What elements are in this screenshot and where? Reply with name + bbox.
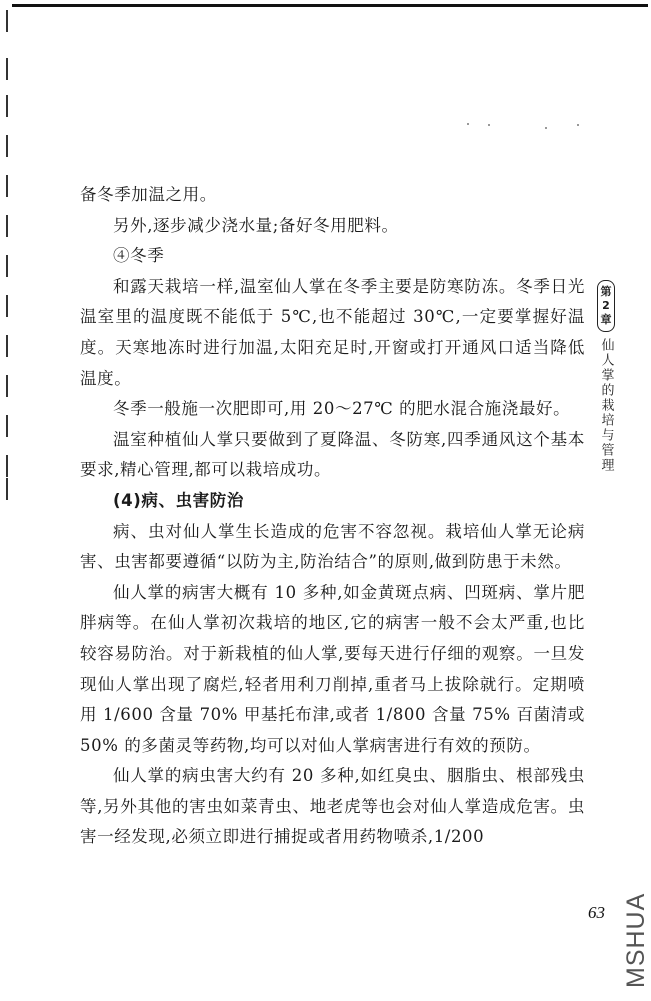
paragraph: 温室种植仙人掌只要做到了夏降温、冬防寒,四季通风这个基本要求,精心管理,都可以栽培成功。: [80, 429, 585, 480]
paragraph: 仙人掌的病虫害大约有 20 多种,如红臭虫、胭脂虫、根部残虫等,另外其他的害虫如菜青虫、地老虎等也会对仙人掌造成危害。虫害一经发现,必须立即进行捕捉或者用药物喷杀,1/200: [80, 766, 585, 847]
chapter-badge-number: 2: [602, 299, 610, 312]
binding-mark: [6, 175, 8, 197]
scan-speck: [545, 127, 547, 129]
chapter-badge-char: 第: [600, 285, 612, 298]
scan-speck: [488, 124, 490, 126]
binding-mark: [6, 375, 8, 397]
body-text: [80, 180, 585, 853]
page-number: 63: [588, 903, 605, 922]
paragraph: 冬季一般施一次肥即可,用 20～27℃ 的肥水混合施浇最好。: [113, 399, 571, 419]
top-border-rule: [12, 4, 648, 7]
binding-mark: [6, 335, 8, 357]
chapter-badge-char: 章: [600, 313, 612, 326]
binding-mark: [6, 58, 8, 80]
paragraph: 另外,逐步减少浇水量;备好冬用肥料。: [113, 215, 399, 235]
binding-mark: [6, 478, 8, 500]
subsection-label: ④冬季: [113, 246, 165, 266]
chapter-badge: [597, 280, 615, 332]
chapter-title: 仙人掌的栽培与管理: [598, 338, 614, 473]
binding-mark: [6, 455, 8, 477]
scan-speck: [577, 124, 579, 126]
binding-mark: [6, 215, 8, 237]
paragraph: 备冬季加温之用。: [80, 185, 217, 204]
binding-mark: [6, 415, 8, 437]
binding-mark: [6, 255, 8, 277]
binding-mark: [6, 95, 8, 117]
binding-mark: [6, 295, 8, 317]
paragraph: 仙人掌的病害大概有 10 多种,如金黄斑点病、凹斑病、掌片肥胖病等。在仙人掌初次栽培的地区,它的病害一般不会太严重,也比较容易防治。对于新栽植的仙人掌,要每天进行仔细的观察。一旦发现仙人掌出现了腐烂,轻者用利刀削掉,重者马上拔除就行。定期喷用 1/600 含量 70% 甲基托布津,或者 1/800 含量 75% 百菌清或 50% 的多菌灵等药物,均可以对仙人掌病害进行有效的预防。: [80, 582, 585, 755]
paragraph: 病、虫对仙人掌生长造成的危害不容忽视。栽培仙人掌无论病害、虫害都要遵循“以防为主,防治结合”的原则,做到防患于未然。: [80, 521, 585, 572]
section-heading: (4)病、虫害防治: [113, 490, 244, 510]
paragraph: 和露天栽培一样,温室仙人掌在冬季主要是防寒防冻。冬季日光温室里的温度既不能低于 5℃,也不能超过 30℃,一定要掌握好温度。天寒地冻时进行加温,太阳充足时,开窗或打开通风口适当降低温度。: [80, 276, 585, 388]
watermark: MSHUA: [622, 892, 650, 988]
binding-mark: [6, 135, 8, 157]
scan-speck: [467, 123, 469, 125]
chapter-tab: [593, 280, 619, 473]
binding-mark: [6, 10, 8, 32]
